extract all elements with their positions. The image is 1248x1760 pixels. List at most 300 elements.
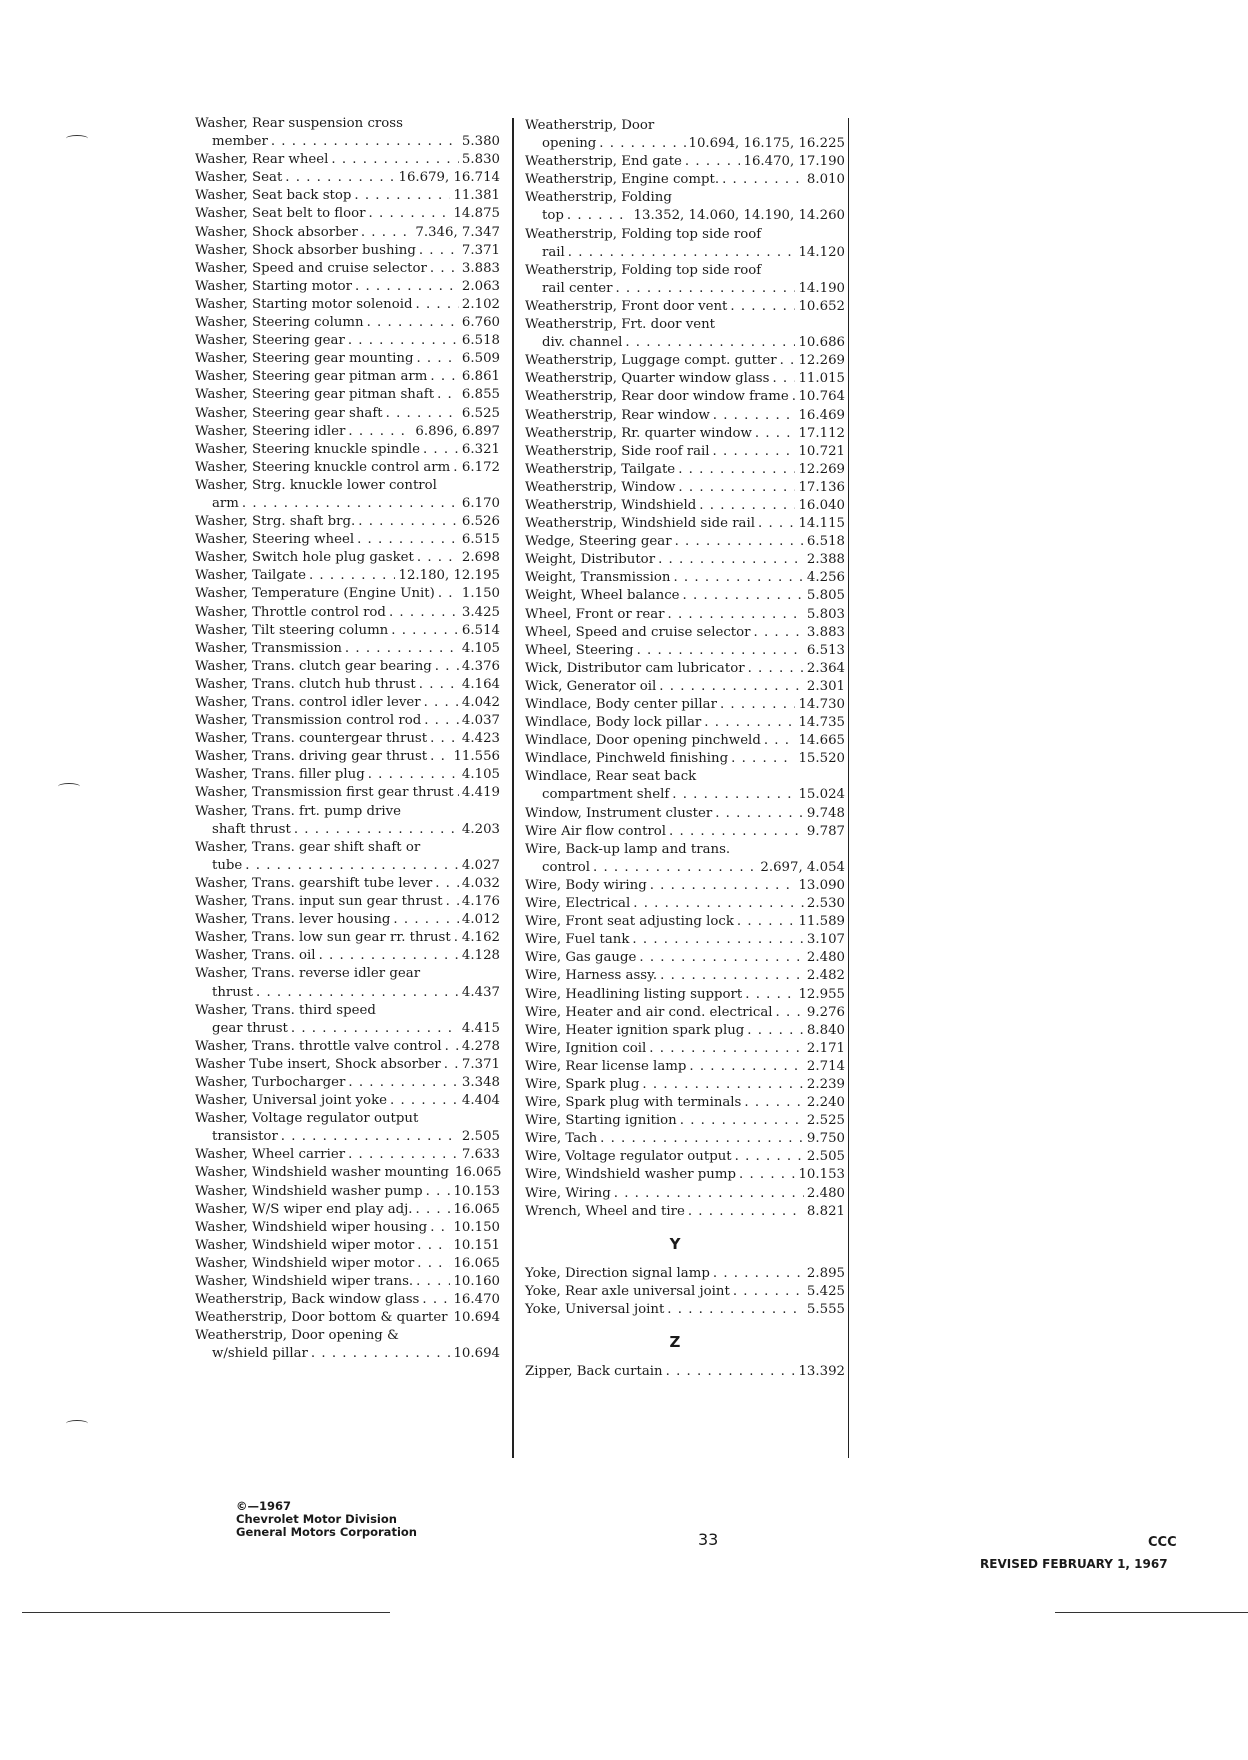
entry-row <box>195 1092 500 1110</box>
entry-label: Washer, Wheel carrier <box>195 1147 346 1163</box>
entry-row <box>525 805 845 823</box>
entry-row <box>525 913 845 931</box>
entry-row <box>195 1128 500 1146</box>
entry-label: Washer, Trans. clutch hub thrust <box>195 676 416 692</box>
entry-page-ref: 2.505 <box>806 1149 845 1165</box>
index-entry <box>525 877 845 895</box>
index-entry <box>195 1074 500 1092</box>
index-entry <box>195 1183 500 1201</box>
bottom-rule <box>1055 1612 1248 1613</box>
dot-leader <box>758 515 795 533</box>
dot-leader <box>713 443 796 461</box>
entry-label: tube <box>212 857 243 873</box>
dot-leader <box>393 911 459 929</box>
entry-page-ref: 7.371 <box>461 242 500 258</box>
entry-row <box>525 1301 845 1319</box>
entry-page-ref: 10.686 <box>798 335 845 351</box>
entry-label: Weatherstrip, Front door vent <box>525 298 728 314</box>
index-entry <box>195 441 500 459</box>
index-entry <box>195 224 500 242</box>
entry-page-ref: 14.190 <box>798 280 845 296</box>
entry-label: Washer, Trans. filler plug <box>195 767 365 783</box>
entry-row <box>195 604 500 622</box>
index-entry <box>525 1040 845 1058</box>
index-entry <box>195 1219 500 1237</box>
entry-page-ref: 5.830 <box>461 152 500 168</box>
entry-label: Wick, Distributor cam lubricator <box>525 660 745 676</box>
dot-leader <box>632 931 804 949</box>
entry-row <box>195 748 500 766</box>
entry-row <box>195 531 500 549</box>
dot-leader <box>309 567 396 585</box>
index-entry <box>525 1363 845 1381</box>
index-entry <box>195 1327 500 1363</box>
entry-row <box>195 423 500 441</box>
entry-label: Washer, Trans. control idler lever <box>195 695 421 710</box>
entry-page-ref: 6.526 <box>461 514 500 530</box>
dot-leader <box>416 296 459 314</box>
entry-row <box>195 368 500 386</box>
entry-label: control <box>542 859 590 875</box>
entry-page-ref: 10.153 <box>453 1183 500 1199</box>
entry-page-ref: 3.883 <box>806 624 845 640</box>
binder-mark <box>66 135 88 142</box>
entry-label: Wire, Spark plug <box>525 1076 640 1092</box>
entry-row <box>195 784 500 802</box>
entry-row <box>525 606 845 624</box>
dot-leader <box>454 929 459 947</box>
entry-label: Washer, Switch hole plug gasket <box>195 550 414 566</box>
index-entry <box>195 658 500 676</box>
binder-mark <box>66 1420 88 1427</box>
entry-row <box>525 1363 845 1381</box>
entry-row <box>195 821 500 839</box>
dot-leader <box>354 187 450 205</box>
dot-leader <box>423 441 459 459</box>
index-entry <box>525 153 845 171</box>
dot-leader <box>593 859 757 877</box>
dot-leader <box>659 678 804 696</box>
entry-page-ref: 15.024 <box>798 787 845 803</box>
dot-leader <box>673 569 803 587</box>
entry-label: Wire, Rear license lamp <box>525 1058 687 1074</box>
index-entry <box>525 1148 845 1166</box>
index-entry <box>525 1166 845 1184</box>
index-entry <box>195 1002 500 1038</box>
index-entry <box>525 624 845 642</box>
entry-page-ref: 2.301 <box>806 678 845 694</box>
entry-page-ref: 4.415 <box>461 1020 500 1036</box>
index-entry <box>525 895 845 913</box>
entry-row <box>525 1058 845 1076</box>
entry-page-ref: 16.470, 17.190 <box>743 154 845 170</box>
index-entry <box>195 694 500 712</box>
dot-leader <box>358 513 459 531</box>
entry-label: Wire, Gas gauge <box>525 950 637 966</box>
dot-leader <box>426 1183 451 1201</box>
dot-leader <box>389 604 459 622</box>
entry-heading-line: Washer, Trans. reverse idler gear <box>195 966 421 982</box>
entry-label: Washer, Seat back stop <box>195 188 352 204</box>
entry-label: Washer, Seat belt to floor <box>195 206 366 222</box>
index-entry <box>195 965 500 1001</box>
dot-leader <box>348 332 459 350</box>
copyright-block <box>236 1500 417 1539</box>
entry-page-ref: 14.730 <box>798 697 845 712</box>
entry-row <box>525 515 845 533</box>
entry-page-ref: 4.105 <box>461 767 500 783</box>
entry-row <box>195 224 500 242</box>
dot-leader <box>369 205 451 223</box>
entry-row <box>195 350 500 368</box>
entry-page-ref: 5.805 <box>806 588 845 604</box>
entry-label: Wire, Ignition coil <box>525 1040 647 1056</box>
entry-label: Zipper, Back curtain <box>525 1364 663 1380</box>
entry-page-ref: 11.015 <box>798 371 845 387</box>
index-entry <box>195 332 500 350</box>
entry-label: Washer, Trans. clutch gear bearing <box>195 658 432 674</box>
entry-row <box>525 732 845 750</box>
index-entry <box>195 567 500 585</box>
entry-label: Wire, Electrical <box>525 896 631 912</box>
index-entry <box>525 931 845 949</box>
entry-label: Washer, Throttle control rod <box>195 604 386 620</box>
index-right-entries <box>525 117 845 1221</box>
entry-label: Washer, Trans. countergear thrust <box>195 731 428 747</box>
index-entry <box>525 1094 845 1112</box>
entry-page-ref: 6.518 <box>806 534 845 550</box>
dot-leader <box>715 805 804 823</box>
entry-label: w/shield pillar <box>212 1346 308 1362</box>
index-entry <box>195 513 500 531</box>
index-entry <box>195 730 500 748</box>
entry-label: Weatherstrip, Side roof rail <box>525 443 710 459</box>
entry-label: Washer, Shock absorber <box>195 224 358 240</box>
dot-leader <box>633 895 804 913</box>
index-entry <box>525 768 845 804</box>
index-entry <box>195 242 500 260</box>
dot-leader <box>355 278 459 296</box>
index-entry <box>525 171 845 189</box>
entry-page-ref: 6.321 <box>461 441 500 457</box>
entry-page-ref: 4.176 <box>461 894 500 910</box>
index-entry <box>195 676 500 694</box>
index-entry <box>195 314 500 332</box>
entry-page-ref: 10.721 <box>798 443 845 459</box>
entry-row <box>525 551 845 569</box>
entry-page-ref: 2.171 <box>806 1040 845 1056</box>
entry-label: Washer, Steering gear pitman shaft <box>195 387 435 403</box>
dot-leader <box>319 947 459 965</box>
copyright-line: ©—1967 <box>236 1499 292 1513</box>
entry-row <box>525 497 845 515</box>
entry-row <box>195 133 500 151</box>
index-entry <box>195 1110 500 1146</box>
entry-label: Weight, Wheel balance <box>525 588 680 604</box>
dot-leader <box>424 694 459 712</box>
index-entry <box>195 549 500 567</box>
entry-label: Washer, Windshield wiper motor <box>195 1255 415 1271</box>
index-entry <box>195 875 500 893</box>
entry-label: Wire, Fuel tank <box>525 932 630 948</box>
entry-row <box>525 1185 845 1203</box>
revision-date: REVISED FEBRUARY 1, 1967 <box>980 1557 1168 1571</box>
entry-page-ref: 4.162 <box>461 930 500 946</box>
entry-page-ref: 2.482 <box>806 968 845 984</box>
entry-page-ref: 3.107 <box>806 932 845 948</box>
entry-page-ref: 2.388 <box>806 552 845 568</box>
right-edge-divider <box>848 118 849 1458</box>
entry-page-ref: 4.404 <box>461 1093 500 1109</box>
dot-leader <box>713 407 796 425</box>
entry-page-ref: 9.276 <box>806 1004 845 1020</box>
dot-leader <box>417 549 459 567</box>
index-entry <box>195 350 500 368</box>
index-column-left <box>195 115 500 1363</box>
entry-page-ref: 11.381 <box>453 188 500 204</box>
dot-leader <box>311 1345 451 1363</box>
entry-page-ref: 2.480 <box>806 1185 845 1201</box>
entry-page-ref: 14.120 <box>798 244 845 260</box>
index-entry <box>525 569 845 587</box>
entry-label: transistor <box>212 1129 278 1145</box>
dot-leader <box>755 425 796 443</box>
entry-label: Weatherstrip, Rear door window frame <box>525 389 789 405</box>
entry-page-ref: 6.861 <box>461 369 500 385</box>
index-entry <box>195 423 500 441</box>
entry-row <box>525 370 845 388</box>
entry-label: Wire, Front seat adjusting lock <box>525 914 734 930</box>
section-heading-z: Z <box>669 1333 681 1352</box>
entry-page-ref: 4.376 <box>461 658 500 674</box>
entry-page-ref: 16.065 <box>454 1165 502 1181</box>
entry-label: Washer, Rear wheel <box>195 152 329 168</box>
dot-leader <box>776 1004 804 1022</box>
entry-label: Washer, Steering column <box>195 315 364 331</box>
entry-row <box>525 1148 845 1166</box>
index-entry <box>195 459 500 477</box>
entry-label: rail <box>542 244 565 260</box>
dot-leader <box>446 893 459 911</box>
dot-leader <box>600 1130 804 1148</box>
entry-heading-line: Weatherstrip, Frt. door vent <box>525 317 716 333</box>
index-entry <box>195 296 500 314</box>
dot-leader <box>368 766 459 784</box>
entry-row <box>195 1201 500 1219</box>
entry-label: Washer, Steering wheel <box>195 532 355 548</box>
entry-page-ref: 16.065 <box>453 1255 500 1271</box>
dot-leader <box>430 748 450 766</box>
index-entry <box>525 226 845 262</box>
dot-leader <box>680 1112 804 1130</box>
entry-heading-line: Washer, Voltage regulator output <box>195 1111 419 1127</box>
entry-row <box>195 495 500 513</box>
index-entry <box>195 893 500 911</box>
dot-leader <box>668 606 804 624</box>
entry-label: Windlace, Pinchweld finishing <box>525 751 729 767</box>
index-entry <box>525 823 845 841</box>
index-entry <box>195 405 500 423</box>
dot-leader <box>747 1022 804 1040</box>
entry-page-ref: 8.821 <box>806 1203 845 1219</box>
dot-leader <box>416 1201 451 1219</box>
index-entry <box>195 368 500 386</box>
dot-leader <box>704 714 795 732</box>
entry-page-ref: 10.153 <box>798 1167 845 1183</box>
entry-row <box>195 1345 500 1363</box>
index-entry <box>195 1273 500 1291</box>
entry-label: Washer, Windshield washer pump <box>195 1183 423 1199</box>
index-entry <box>525 316 845 352</box>
entry-label: Washer, Turbocharger <box>195 1074 346 1090</box>
entry-label: Yoke, Direction signal lamp <box>525 1265 710 1281</box>
entry-label: Weatherstrip, End gate <box>525 154 682 170</box>
entry-page-ref: 6.514 <box>461 622 500 638</box>
entry-page-ref: 4.032 <box>461 875 500 891</box>
index-entry <box>525 443 845 461</box>
entry-page-ref: 6.170 <box>461 495 500 511</box>
entry-heading-line: Washer, Trans. third speed <box>195 1002 376 1018</box>
index-entry <box>195 1255 500 1273</box>
entry-label: Weatherstrip, Door bottom & quarter <box>195 1310 448 1326</box>
index-entry <box>195 115 500 151</box>
dot-leader <box>348 423 412 441</box>
entry-label: Window, Instrument cluster <box>525 805 713 821</box>
dot-leader <box>689 1058 804 1076</box>
entry-row <box>195 1056 500 1074</box>
entry-page-ref: 2.525 <box>806 1113 845 1129</box>
entry-label: Washer, Strg. shaft brg. <box>195 514 356 530</box>
entry-label: top <box>542 208 564 224</box>
entry-row <box>525 750 845 768</box>
index-entry <box>525 660 845 678</box>
dot-leader <box>678 479 795 497</box>
entry-label: Washer, Trans. gearshift tube lever <box>195 875 433 891</box>
entry-label: Weatherstrip, Windshield <box>525 497 697 513</box>
copyright-line: Chevrolet Motor Division <box>236 1512 397 1526</box>
entry-label: Weatherstrip, Rr. quarter window <box>525 425 752 441</box>
entry-page-ref: 2.239 <box>806 1076 845 1092</box>
index-entry <box>525 497 845 515</box>
index-entry <box>525 841 845 877</box>
entry-page-ref: 6.525 <box>461 405 500 421</box>
entry-row <box>525 1203 845 1221</box>
entry-row <box>195 730 500 748</box>
entry-row <box>195 1255 500 1273</box>
entry-label: Washer, Tilt steering column <box>195 622 389 638</box>
entry-row <box>525 859 845 877</box>
entry-label: Wire, Body wiring <box>525 877 647 893</box>
index-entry <box>525 1112 845 1130</box>
entry-row <box>525 171 845 189</box>
entry-row <box>525 461 845 479</box>
entry-heading-line: Weatherstrip, Folding top side roof <box>525 262 762 278</box>
entry-label: Washer, Windshield wiper motor <box>195 1237 415 1253</box>
entry-label: Washer, Transmission <box>195 640 342 656</box>
entry-page-ref: 4.128 <box>461 948 500 964</box>
entry-label: Washer, Steering knuckle spindle <box>195 441 420 457</box>
entry-heading-line: Washer, Trans. frt. pump drive <box>195 803 402 819</box>
dot-leader <box>430 368 459 386</box>
entry-label: Washer, Steering gear <box>195 333 345 349</box>
entry-row <box>525 207 845 225</box>
entry-page-ref: 1.150 <box>461 586 500 602</box>
index-entry <box>195 260 500 278</box>
index-entry <box>525 678 845 696</box>
dot-leader <box>614 1185 804 1203</box>
index-entry <box>525 370 845 388</box>
section-y-entries <box>525 1265 845 1319</box>
entry-page-ref: 2.102 <box>461 296 500 312</box>
entry-row <box>195 278 500 296</box>
entry-row <box>195 658 500 676</box>
entry-page-ref: 4.037 <box>461 713 500 729</box>
index-entry <box>525 606 845 624</box>
dot-leader <box>599 135 685 153</box>
entry-label: Washer, Starting motor <box>195 278 352 294</box>
entry-row <box>525 280 845 298</box>
dot-leader <box>739 1166 795 1184</box>
dot-leader <box>764 732 796 750</box>
entry-row <box>195 567 500 585</box>
dot-leader <box>256 984 459 1002</box>
copyright-line: General Motors Corporation <box>236 1525 417 1539</box>
entry-label: Wick, Generator oil <box>525 678 657 694</box>
entry-label: Washer, Trans. driving gear thrust <box>195 749 428 765</box>
entry-row <box>195 1164 500 1182</box>
entry-label: member <box>212 134 268 150</box>
dot-leader <box>367 314 459 332</box>
entry-page-ref: 10.694 <box>453 1310 501 1326</box>
entry-page-ref: 4.105 <box>461 640 500 656</box>
index-entry <box>525 732 845 750</box>
entry-page-ref: 7.346, 7.347 <box>415 224 500 240</box>
entry-row <box>525 569 845 587</box>
dot-leader <box>748 660 804 678</box>
entry-page-ref: 4.278 <box>461 1038 500 1054</box>
entry-label: Wire, Wiring <box>525 1185 611 1201</box>
entry-page-ref: 13.392 <box>798 1364 845 1380</box>
entry-page-ref: 14.735 <box>798 715 845 731</box>
index-entry <box>195 1056 500 1074</box>
entry-page-ref: 7.371 <box>461 1056 500 1072</box>
dot-leader <box>735 1148 804 1166</box>
entry-page-ref: 6.172 <box>461 459 500 475</box>
entry-page-ref: 16.469 <box>798 407 845 423</box>
dot-leader <box>345 640 459 658</box>
index-entry <box>525 1076 845 1094</box>
entry-label: thrust <box>212 984 253 1000</box>
entry-row <box>195 984 500 1002</box>
entry-page-ref: 4.012 <box>461 912 500 928</box>
index-entry <box>525 1022 845 1040</box>
dot-leader <box>642 1076 804 1094</box>
index-entry <box>525 986 845 1004</box>
entry-row <box>195 332 500 350</box>
dot-leader <box>625 334 795 352</box>
entry-label: Washer, Tailgate <box>195 568 306 584</box>
entry-page-ref: 16.679, 16.714 <box>398 170 500 186</box>
entry-row <box>195 857 500 875</box>
dot-leader <box>419 242 459 260</box>
entry-page-ref: 5.555 <box>806 1302 845 1317</box>
entry-page-ref: 2.480 <box>806 950 845 966</box>
entry-label: Washer, Starting motor solenoid <box>195 296 413 312</box>
entry-row <box>195 1219 500 1237</box>
dot-leader <box>430 730 459 748</box>
index-entry <box>525 533 845 551</box>
index-entry <box>195 803 500 839</box>
